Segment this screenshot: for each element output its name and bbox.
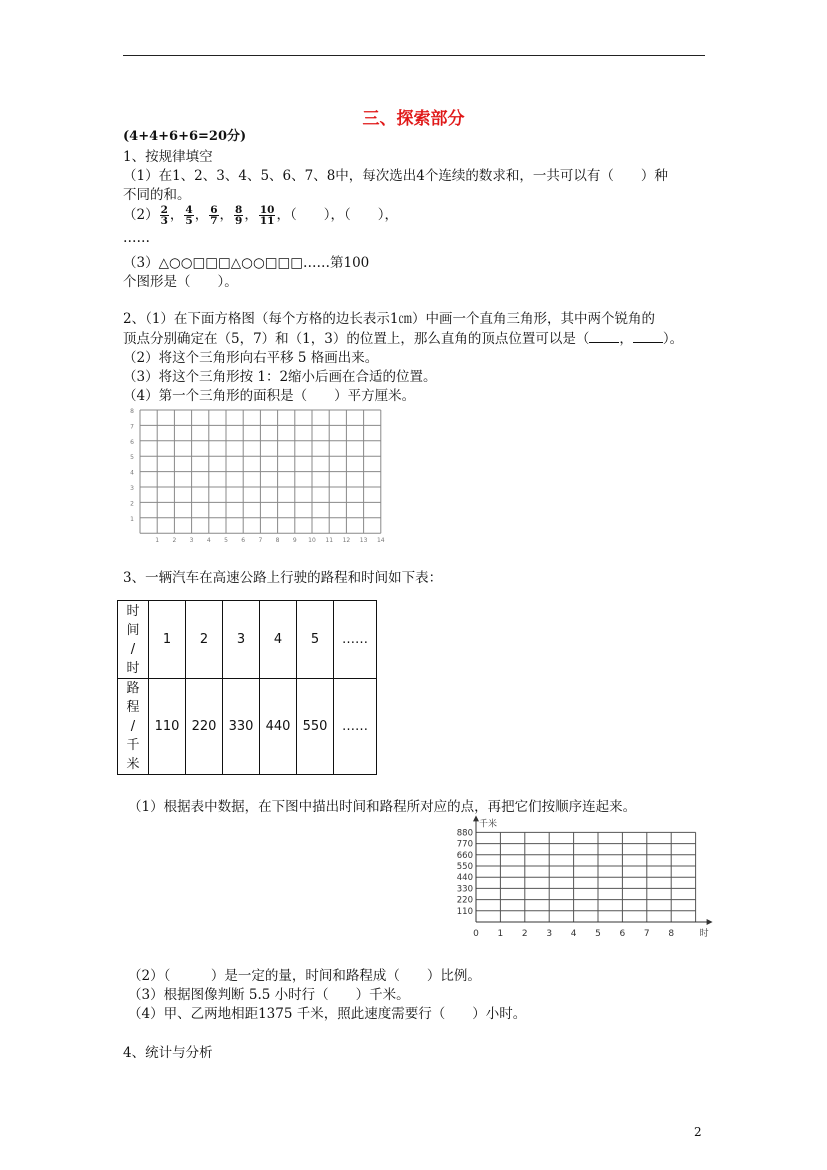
q3-heading: 3、一辆汽车在高速公路上行驶的路程和时间如下表： <box>123 570 443 586</box>
graph-x-title: 时 <box>699 929 709 939</box>
grid-y-label: 6 <box>130 438 134 446</box>
fraction <box>259 205 276 226</box>
row-header-distance <box>118 679 149 775</box>
q2-part2: （2）将这个三角形向右平移 5 格画出来。 <box>123 350 379 366</box>
graph-x-label: 1 <box>497 929 504 939</box>
x-axis-arrow <box>707 919 713 925</box>
fraction-numerator: 8 <box>235 204 243 216</box>
q1-part3-line1: （3）△○○□□□△○○□□□……第100 <box>123 255 370 271</box>
q3-part4: （4）甲、乙两地相距1375 千米，照此速度需要行（ ）小时。 <box>128 1006 527 1022</box>
fraction-numerator: 6 <box>210 204 218 216</box>
fraction-denominator: 7 <box>210 215 218 227</box>
table-cell: 220 <box>186 679 223 775</box>
grid-x-label: 14 <box>376 537 385 545</box>
separator: ， <box>169 207 184 223</box>
table-cell: 5 <box>297 601 334 679</box>
table-cell: 3 <box>223 601 260 679</box>
q3-part1: （1）根据表中数据，在下图中描出时间和路程所对应的点，再把它们按顺序连起来。 <box>128 799 637 815</box>
q4-heading: 4、统计与分析 <box>123 1045 213 1061</box>
grid-x-label: 1 <box>155 537 160 545</box>
grid-x-label: 12 <box>342 537 351 545</box>
table-cell: 110 <box>149 679 186 775</box>
graph-y-label: 660 <box>456 850 473 861</box>
grid-x-label: 2 <box>172 537 177 545</box>
header-char: 时 <box>126 660 140 676</box>
grid-x-label: 9 <box>292 537 297 545</box>
graph-y-label: 770 <box>456 839 473 850</box>
q1-part3-line2: 个图形是（ ）。 <box>123 274 238 290</box>
fraction-denominator: 3 <box>160 215 168 227</box>
page-number: 2 <box>694 1125 702 1139</box>
fraction <box>184 205 193 226</box>
fraction-numerator: 10 <box>259 204 275 216</box>
table-cell: 1 <box>149 601 186 679</box>
fraction-numerator: 2 <box>160 204 168 216</box>
fraction-sequence <box>159 204 290 227</box>
q3-part3: （3）根据图像判断 5.5 小时行（ ）千米。 <box>128 987 410 1003</box>
graph-x-label: 8 <box>668 929 675 939</box>
header-char: 米 <box>126 757 140 772</box>
grid-x-label: 7 <box>258 537 263 545</box>
q1-part2-line <box>123 203 398 226</box>
grid-y-label: 5 <box>130 454 134 462</box>
graph-y-label: 330 <box>456 884 473 895</box>
q1-part2-prefix: （2） <box>123 207 159 223</box>
graph-x-label: 2 <box>521 929 528 939</box>
graph-y-label: 550 <box>456 862 473 872</box>
graph-y-title: 千米 <box>479 819 498 830</box>
separator: ， <box>276 207 290 223</box>
header-char: / <box>130 641 136 657</box>
header-rule <box>123 55 705 56</box>
grid-y-label: 7 <box>130 423 134 431</box>
fraction <box>234 205 243 226</box>
answer-blank[interactable] <box>589 330 619 343</box>
q2-line2-end: ）。 <box>662 331 684 347</box>
grid-x-label: 11 <box>325 537 334 545</box>
fraction-numerator: 4 <box>185 204 193 216</box>
table-cell: …… <box>334 679 377 775</box>
graph-y-label: 440 <box>456 873 473 884</box>
table-cell: 550 <box>297 679 334 775</box>
table-cell: 4 <box>260 601 297 679</box>
q2-part3: （3）将这个三角形按 1：2缩小后画在合适的位置。 <box>123 369 437 385</box>
header-char: 时 <box>126 603 140 619</box>
grid-x-label: 5 <box>224 537 228 545</box>
q2-line2-comma: ， <box>619 331 633 347</box>
distance-time-table <box>117 600 377 775</box>
separator: ， <box>219 207 234 223</box>
header-char: 间 <box>126 622 140 638</box>
grid-y-label: 8 <box>130 408 134 415</box>
grid-x-label: 8 <box>275 537 280 545</box>
grid-y-label: 1 <box>130 515 134 523</box>
graph-x-label: 6 <box>619 929 626 939</box>
header-char: 程 <box>126 700 140 715</box>
grid-x-label: 13 <box>359 537 368 545</box>
fraction <box>160 205 169 226</box>
q1-ellipsis: …… <box>123 230 150 246</box>
graph-x-label: 7 <box>643 929 650 939</box>
grid-y-label: 3 <box>130 485 134 492</box>
graph-x-label: 0 <box>473 929 479 939</box>
graph-y-label: 110 <box>456 906 473 917</box>
table-cell: 2 <box>186 601 223 679</box>
fraction-denominator: 5 <box>185 215 193 227</box>
graph-x-label: 4 <box>570 929 577 939</box>
grid-x-label: 10 <box>308 537 316 545</box>
table-cell: …… <box>334 601 377 679</box>
header-char: 千 <box>126 738 140 753</box>
distance-time-graph[interactable] <box>450 812 709 944</box>
grid-y-label: 4 <box>130 469 134 477</box>
graph-x-label: 3 <box>546 929 553 939</box>
graph-y-label: 220 <box>456 895 473 906</box>
table-row-time <box>118 601 377 679</box>
table-cell: 330 <box>223 679 260 775</box>
q2-line2 <box>123 327 683 347</box>
fraction <box>209 205 218 226</box>
grid-x-label: 4 <box>206 537 211 545</box>
fraction-denominator: 11 <box>259 215 275 227</box>
q2-line2-text: 顶点分别确定在（5，7）和（1，3）的位置上，那么直角的顶点位置可以是（ <box>123 331 590 347</box>
q1-heading: 1、按规律填空 <box>123 149 213 165</box>
row-header-time <box>118 601 149 679</box>
separator: ， <box>244 207 258 223</box>
q2-line1: 2、（1）在下面方格图（每个方格的边长表示1㎝）中画一个直角三角形，其中两个锐角的 <box>123 311 656 327</box>
q1-part1-line1: （1）在1、2、3、4、5、6、7、8中，每次选出4个连续的数求和，一共可以有（ ）种 <box>123 168 668 184</box>
fraction-denominator: 9 <box>235 215 243 227</box>
graph-y-label: 880 <box>456 828 473 839</box>
grid-x-label: 3 <box>189 537 194 545</box>
answer-blank[interactable] <box>633 330 663 343</box>
table-cell: 440 <box>260 679 297 775</box>
q3-part2: （2）（ ）是一定的量，时间和路程成（ ）比例。 <box>128 968 481 984</box>
header-char: 路 <box>126 681 140 696</box>
graph-x-label: 5 <box>595 929 601 939</box>
grid-x-label: 6 <box>241 537 246 545</box>
header-char: / <box>130 719 136 734</box>
grid-y-label: 2 <box>130 500 134 508</box>
score-line: (4+4+6+6=20分) <box>123 129 247 144</box>
q2-part4: （4）第一个三角形的面积是（ ）平方厘米。 <box>123 388 416 404</box>
coordinate-grid[interactable] <box>120 400 385 546</box>
table-row-distance <box>118 679 377 775</box>
separator: ， <box>194 207 209 223</box>
section-title: 三、探索部分 <box>362 109 465 129</box>
q1-part1-line2: 不同的和。 <box>123 187 191 203</box>
q1-part2-suffix: （ ），（ ）， <box>289 207 398 223</box>
